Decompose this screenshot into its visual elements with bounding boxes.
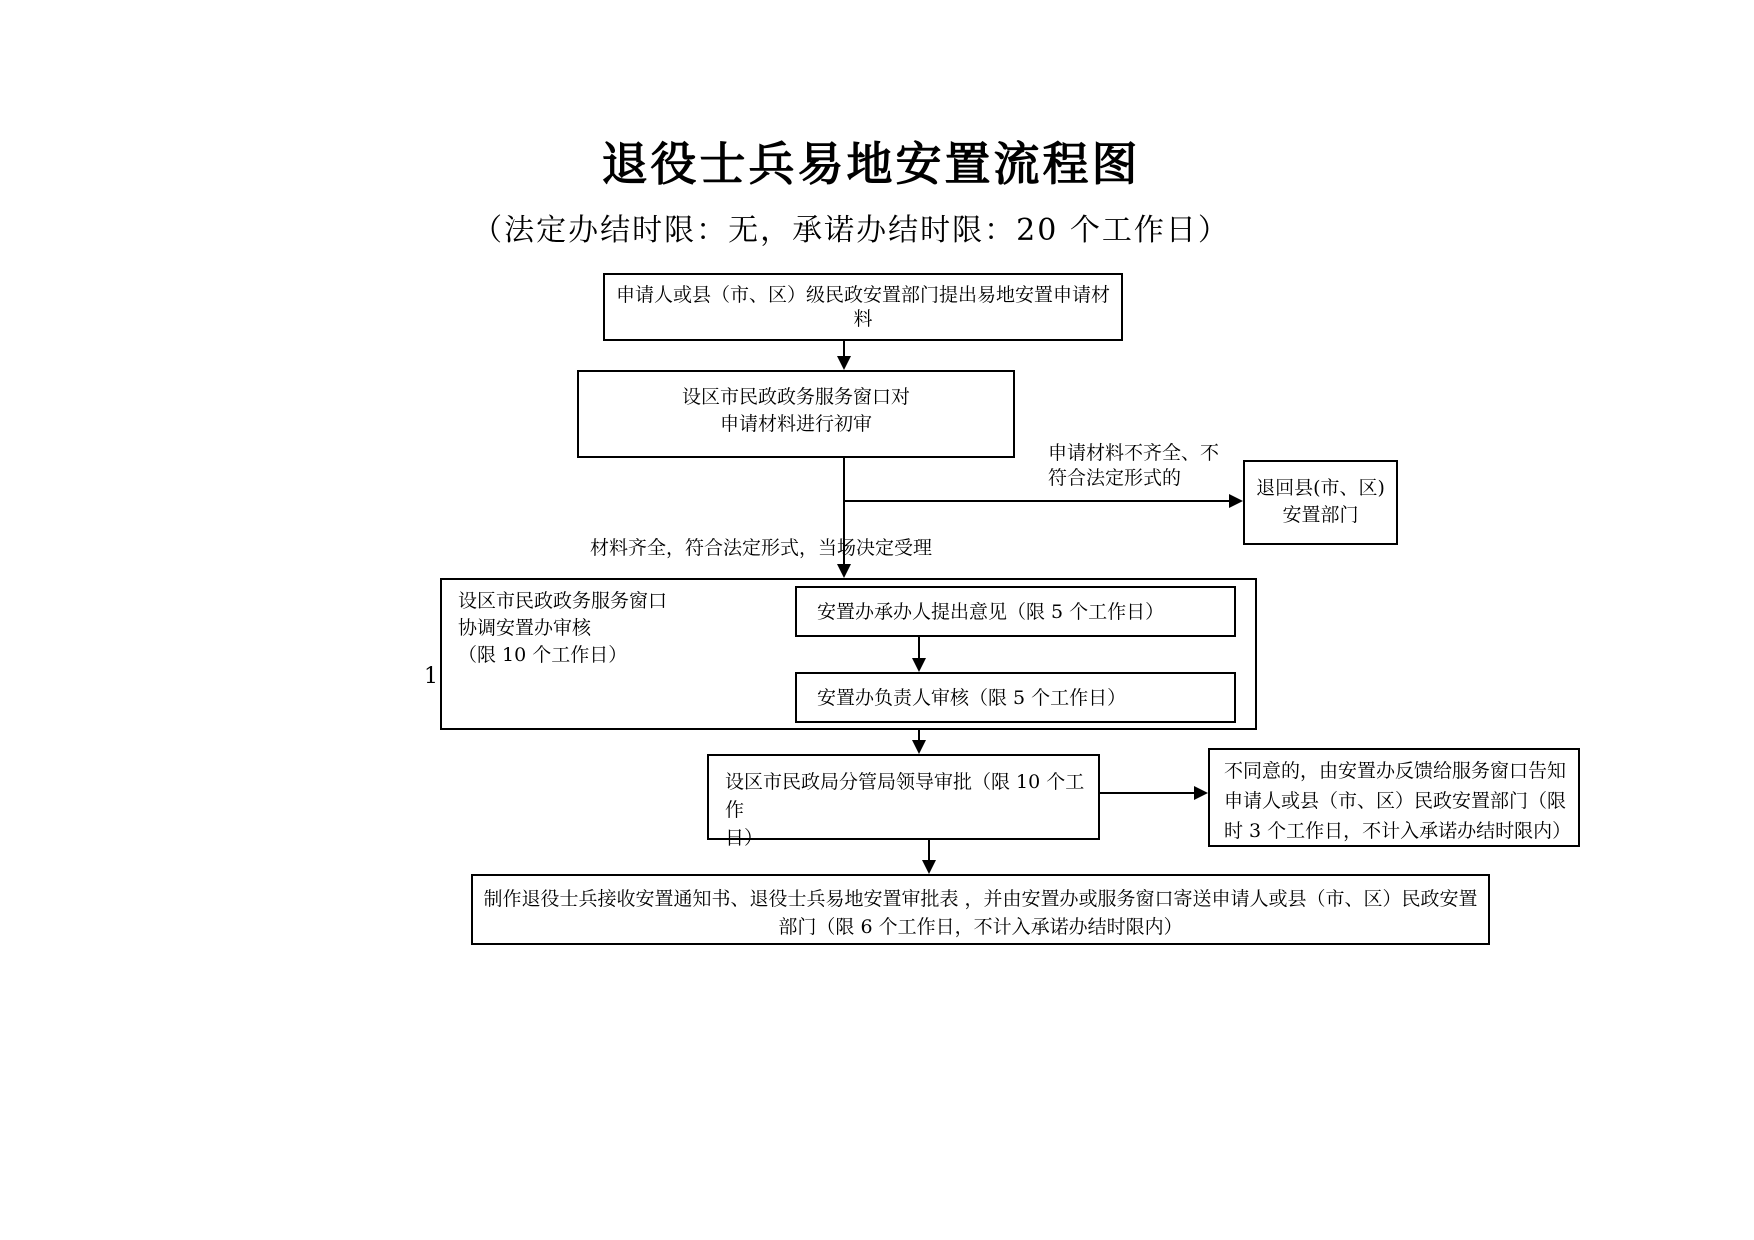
disagree-line2: 申请人或县（市、区）民政安置部门（限 [1224,790,1567,812]
flow-title: 退役士兵易地安置流程图 [601,137,1141,191]
reject-condition-label [1048,441,1219,491]
reject-condition-line1: 申请材料不齐全、不 [1048,442,1220,464]
accept-condition-label: 材料齐全，符合法定形式，当场决定受理 [590,537,933,559]
arrow-undertaker-to-reviewer-head [912,658,926,672]
delivery-line1: 制作退役士兵接收安置通知书、退役士兵易地安置审批表 ，并由安置办或服务窗口寄送申请人或县（市、区）民政安置 [483,888,1478,910]
reviewer-box [795,672,1236,723]
arrow-coordination-to-leader-head [912,740,926,754]
arrow-apply-to-review-head [837,356,851,370]
initial-review-line2: 申请材料进行初审 [719,413,872,435]
leader-approval-line1: 设区市民政局分管局领导审批（限 10 个工作 [725,771,1085,821]
undertaker-box [795,586,1236,637]
delivery-line2: 部门（限 6 个工作日，不计入承诺办结时限内） [778,916,1183,938]
arrow-undertaker-to-reviewer-line [918,637,920,659]
coordination-box-text [458,588,667,669]
disagree-line1: 不同意的，由安置办反馈给服务窗口告知 [1224,760,1567,782]
disagree-line3: 时 3 个工作日，不计入承诺办结时限内） [1224,820,1572,842]
apply-box [603,273,1123,341]
return-box [1243,460,1398,545]
delivery-box [471,874,1490,945]
flow-subtitle: （法定办结时限：无，承诺办结时限：20 个工作日） [472,213,1230,248]
arrow-leader-to-disagree-line [1100,792,1196,794]
arrow-leader-to-delivery-line [928,840,930,862]
initial-review-line1: 设区市民政政务服务窗口对 [681,386,910,408]
leader-approval-box [707,754,1100,849]
coordination-line1: 设区市民政政务服务窗口 [458,590,668,612]
return-box-line1: 退回县(市、区) [1256,477,1385,499]
page-mark: 1 [424,664,438,689]
leader-approval-line2: 日） [725,827,764,849]
initial-review-box [577,370,1015,458]
arrow-review-to-coordination-head [837,564,851,578]
reject-condition-line2: 符合法定形式的 [1048,467,1182,489]
arrow-leader-to-disagree-head [1194,786,1208,800]
apply-box-line2: 料 [853,308,873,330]
arrow-leader-to-delivery-head [922,860,936,874]
coordination-line3: （限 10 个工作日） [458,644,628,666]
arrow-to-return-head [1229,494,1243,508]
return-box-line2: 安置部门 [1282,504,1359,526]
undertaker-text: 安置办承办人提出意见（限 5 个工作日） [817,600,1165,623]
disagree-box [1208,748,1580,847]
arrow-to-return-line [843,500,1230,502]
reviewer-text: 安置办负责人审核（限 5 个工作日） [817,686,1127,709]
coordination-line2: 协调安置办审核 [458,617,592,639]
apply-box-line1: 申请人或县（市、区）级民政安置部门提出易地安置申请材 [615,284,1110,306]
